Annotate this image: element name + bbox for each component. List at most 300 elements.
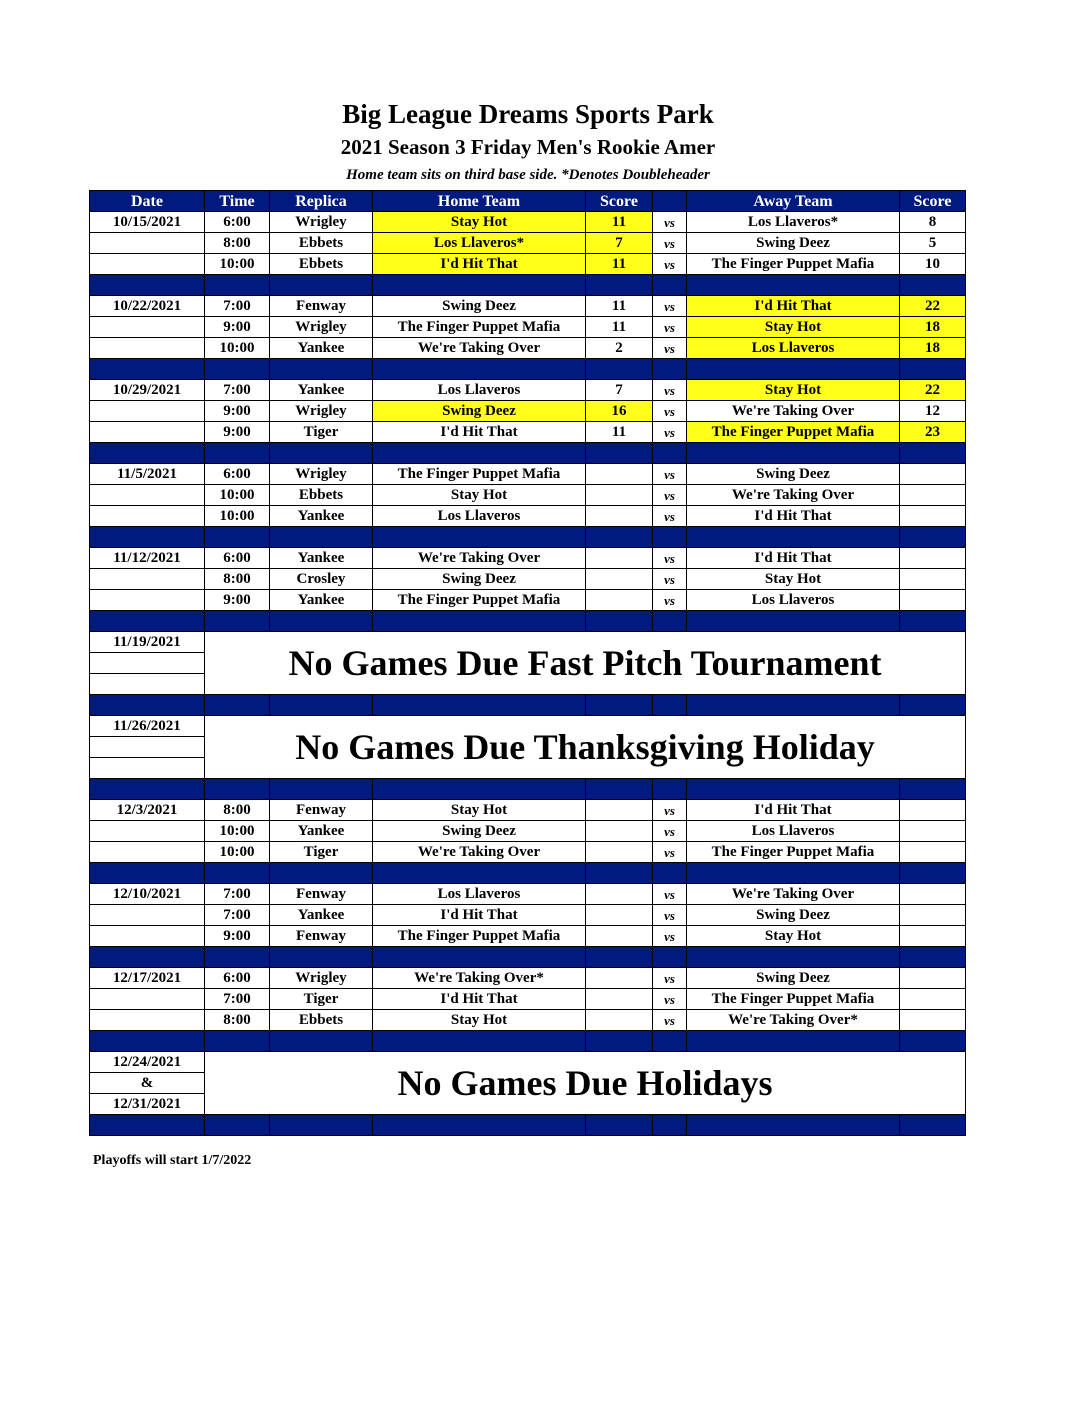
separator-cell bbox=[653, 359, 687, 380]
separator-cell bbox=[653, 527, 687, 548]
game-date bbox=[90, 653, 205, 674]
page-subtitle: 2021 Season 3 Friday Men's Rookie Amer bbox=[340, 135, 716, 159]
home-score bbox=[586, 905, 653, 926]
game-field: Fenway bbox=[270, 800, 373, 821]
away-team: Swing Deez bbox=[687, 968, 900, 989]
home-team: Swing Deez bbox=[373, 821, 586, 842]
separator-cell bbox=[653, 1031, 687, 1052]
game-row bbox=[90, 485, 966, 506]
header-vs bbox=[653, 191, 687, 212]
header-date: Date bbox=[90, 191, 205, 212]
game-date bbox=[90, 821, 205, 842]
separator-cell bbox=[90, 275, 205, 296]
home-team: The Finger Puppet Mafia bbox=[373, 590, 586, 611]
game-field: Fenway bbox=[270, 884, 373, 905]
separator-cell bbox=[586, 443, 653, 464]
separator-row bbox=[90, 527, 966, 548]
separator-cell bbox=[205, 359, 270, 380]
schedule-note: Home team sits on third base side. *Denotes Doubleheader bbox=[346, 167, 710, 183]
separator-row bbox=[90, 779, 966, 800]
game-date bbox=[90, 842, 205, 863]
away-score bbox=[900, 800, 966, 821]
vs-label: vs bbox=[653, 590, 687, 611]
home-score bbox=[586, 842, 653, 863]
game-row bbox=[90, 422, 966, 443]
separator-cell bbox=[586, 1031, 653, 1052]
game-time: 10:00 bbox=[205, 254, 270, 275]
separator-cell bbox=[687, 275, 900, 296]
separator-cell bbox=[687, 443, 900, 464]
separator-cell bbox=[90, 695, 205, 716]
no-games-row bbox=[90, 632, 966, 653]
game-date: 11/19/2021 bbox=[90, 632, 205, 653]
separator-cell bbox=[373, 275, 586, 296]
home-team: Stay Hot bbox=[373, 800, 586, 821]
separator-cell bbox=[653, 863, 687, 884]
home-score bbox=[586, 884, 653, 905]
game-time: 8:00 bbox=[205, 1010, 270, 1031]
game-date bbox=[90, 1010, 205, 1031]
away-score bbox=[900, 548, 966, 569]
home-score bbox=[586, 590, 653, 611]
away-score bbox=[900, 506, 966, 527]
separator-cell bbox=[205, 443, 270, 464]
separator-cell bbox=[90, 947, 205, 968]
vs-label: vs bbox=[653, 821, 687, 842]
separator-row bbox=[90, 611, 966, 632]
game-field: Wrigley bbox=[270, 317, 373, 338]
home-team: We're Taking Over bbox=[373, 338, 586, 359]
separator-cell bbox=[90, 863, 205, 884]
away-team: We're Taking Over bbox=[687, 884, 900, 905]
game-row bbox=[90, 401, 966, 422]
home-score bbox=[586, 506, 653, 527]
home-score: 11 bbox=[586, 422, 653, 443]
separator-cell bbox=[270, 1031, 373, 1052]
away-team: I'd Hit That bbox=[687, 506, 900, 527]
away-score: 22 bbox=[900, 296, 966, 317]
header-time: Time bbox=[205, 191, 270, 212]
game-row bbox=[90, 1010, 966, 1031]
game-date bbox=[90, 905, 205, 926]
separator-cell bbox=[653, 695, 687, 716]
separator-cell bbox=[586, 611, 653, 632]
home-team: We're Taking Over bbox=[373, 548, 586, 569]
game-date bbox=[90, 674, 205, 695]
game-date bbox=[90, 989, 205, 1010]
away-team: Los Llaveros* bbox=[687, 212, 900, 233]
no-games-message: No Games Due Thanksgiving Holiday bbox=[205, 716, 966, 779]
game-field: Yankee bbox=[270, 821, 373, 842]
vs-label: vs bbox=[653, 233, 687, 254]
game-row bbox=[90, 821, 966, 842]
home-team: Swing Deez bbox=[373, 569, 586, 590]
separator-cell bbox=[586, 779, 653, 800]
away-score bbox=[900, 842, 966, 863]
game-date: 12/31/2021 bbox=[90, 1094, 205, 1115]
separator-cell bbox=[586, 275, 653, 296]
separator-cell bbox=[653, 947, 687, 968]
game-row bbox=[90, 800, 966, 821]
away-score: 22 bbox=[900, 380, 966, 401]
vs-label: vs bbox=[653, 905, 687, 926]
away-score bbox=[900, 926, 966, 947]
away-team: Los Llaveros bbox=[687, 821, 900, 842]
game-time: 9:00 bbox=[205, 926, 270, 947]
home-team: Stay Hot bbox=[373, 485, 586, 506]
game-time: 7:00 bbox=[205, 905, 270, 926]
separator-cell bbox=[270, 275, 373, 296]
separator-cell bbox=[687, 1031, 900, 1052]
game-field: Wrigley bbox=[270, 464, 373, 485]
game-time: 8:00 bbox=[205, 800, 270, 821]
away-team: The Finger Puppet Mafia bbox=[687, 422, 900, 443]
separator-cell bbox=[373, 1115, 586, 1136]
separator-cell bbox=[900, 947, 966, 968]
game-field: Ebbets bbox=[270, 485, 373, 506]
separator-cell bbox=[205, 863, 270, 884]
game-row bbox=[90, 254, 966, 275]
game-time: 9:00 bbox=[205, 317, 270, 338]
home-score: 11 bbox=[586, 212, 653, 233]
separator-row bbox=[90, 275, 966, 296]
away-team: We're Taking Over* bbox=[687, 1010, 900, 1031]
game-row bbox=[90, 464, 966, 485]
away-team: Los Llaveros bbox=[687, 338, 900, 359]
home-team: The Finger Puppet Mafia bbox=[373, 926, 586, 947]
home-team: Swing Deez bbox=[373, 401, 586, 422]
game-time: 9:00 bbox=[205, 422, 270, 443]
separator-cell bbox=[90, 443, 205, 464]
home-score: 2 bbox=[586, 338, 653, 359]
home-team: The Finger Puppet Mafia bbox=[373, 317, 586, 338]
game-row bbox=[90, 590, 966, 611]
home-team: I'd Hit That bbox=[373, 254, 586, 275]
separator-cell bbox=[687, 359, 900, 380]
game-row bbox=[90, 506, 966, 527]
separator-cell bbox=[373, 359, 586, 380]
home-team: Los Llaveros bbox=[373, 884, 586, 905]
away-score: 5 bbox=[900, 233, 966, 254]
separator-cell bbox=[586, 695, 653, 716]
game-time: 10:00 bbox=[205, 821, 270, 842]
separator-cell bbox=[205, 695, 270, 716]
separator-cell bbox=[653, 611, 687, 632]
game-date: 10/15/2021 bbox=[90, 212, 205, 233]
vs-label: vs bbox=[653, 296, 687, 317]
game-date: & bbox=[90, 1073, 205, 1094]
separator-row bbox=[90, 1115, 966, 1136]
vs-label: vs bbox=[653, 317, 687, 338]
header-home-team: Home Team bbox=[373, 191, 586, 212]
separator-cell bbox=[90, 1115, 205, 1136]
away-team: Stay Hot bbox=[687, 569, 900, 590]
separator-cell bbox=[205, 1115, 270, 1136]
game-time: 10:00 bbox=[205, 842, 270, 863]
game-date bbox=[90, 569, 205, 590]
vs-label: vs bbox=[653, 989, 687, 1010]
vs-label: vs bbox=[653, 800, 687, 821]
separator-cell bbox=[90, 527, 205, 548]
game-date: 11/26/2021 bbox=[90, 716, 205, 737]
home-team: Stay Hot bbox=[373, 212, 586, 233]
home-score: 11 bbox=[586, 296, 653, 317]
game-row bbox=[90, 884, 966, 905]
separator-cell bbox=[270, 359, 373, 380]
home-score bbox=[586, 821, 653, 842]
game-field: Tiger bbox=[270, 842, 373, 863]
separator-cell bbox=[90, 1031, 205, 1052]
game-field: Yankee bbox=[270, 590, 373, 611]
game-time: 7:00 bbox=[205, 380, 270, 401]
game-time: 8:00 bbox=[205, 569, 270, 590]
game-date: 10/22/2021 bbox=[90, 296, 205, 317]
home-score bbox=[586, 485, 653, 506]
separator-cell bbox=[653, 275, 687, 296]
home-team: Stay Hot bbox=[373, 1010, 586, 1031]
away-team: Swing Deez bbox=[687, 905, 900, 926]
game-date: 10/29/2021 bbox=[90, 380, 205, 401]
away-team: We're Taking Over bbox=[687, 401, 900, 422]
home-team: I'd Hit That bbox=[373, 905, 586, 926]
game-time: 9:00 bbox=[205, 590, 270, 611]
game-time: 7:00 bbox=[205, 989, 270, 1010]
separator-cell bbox=[687, 1115, 900, 1136]
away-score: 18 bbox=[900, 317, 966, 338]
separator-cell bbox=[586, 359, 653, 380]
separator-row bbox=[90, 359, 966, 380]
separator-row bbox=[90, 443, 966, 464]
away-team: Stay Hot bbox=[687, 317, 900, 338]
separator-cell bbox=[205, 611, 270, 632]
game-date: 12/10/2021 bbox=[90, 884, 205, 905]
separator-row bbox=[90, 695, 966, 716]
vs-label: vs bbox=[653, 842, 687, 863]
separator-cell bbox=[373, 527, 586, 548]
game-time: 9:00 bbox=[205, 401, 270, 422]
page-title: Big League Dreams Sports Park bbox=[342, 99, 714, 129]
game-time: 7:00 bbox=[205, 884, 270, 905]
home-score: 11 bbox=[586, 254, 653, 275]
separator-cell bbox=[90, 359, 205, 380]
separator-cell bbox=[653, 779, 687, 800]
separator-cell bbox=[900, 443, 966, 464]
vs-label: vs bbox=[653, 548, 687, 569]
separator-cell bbox=[373, 695, 586, 716]
away-team: We're Taking Over bbox=[687, 485, 900, 506]
vs-label: vs bbox=[653, 968, 687, 989]
separator-cell bbox=[205, 527, 270, 548]
game-row bbox=[90, 317, 966, 338]
home-team: We're Taking Over* bbox=[373, 968, 586, 989]
separator-cell bbox=[687, 611, 900, 632]
away-score: 10 bbox=[900, 254, 966, 275]
game-field: Yankee bbox=[270, 905, 373, 926]
separator-cell bbox=[270, 863, 373, 884]
away-team: The Finger Puppet Mafia bbox=[687, 842, 900, 863]
away-score bbox=[900, 569, 966, 590]
away-score: 18 bbox=[900, 338, 966, 359]
separator-row bbox=[90, 863, 966, 884]
game-row bbox=[90, 989, 966, 1010]
game-date: 12/24/2021 bbox=[90, 1052, 205, 1073]
vs-label: vs bbox=[653, 254, 687, 275]
separator-row bbox=[90, 947, 966, 968]
no-games-row bbox=[90, 1052, 966, 1073]
schedule-table bbox=[89, 190, 966, 1136]
vs-label: vs bbox=[653, 569, 687, 590]
header-field: Replica bbox=[270, 191, 373, 212]
separator-cell bbox=[586, 863, 653, 884]
away-score bbox=[900, 485, 966, 506]
game-field: Yankee bbox=[270, 548, 373, 569]
game-time: 10:00 bbox=[205, 338, 270, 359]
separator-cell bbox=[270, 443, 373, 464]
game-date bbox=[90, 590, 205, 611]
separator-cell bbox=[90, 611, 205, 632]
separator-cell bbox=[373, 779, 586, 800]
game-row bbox=[90, 338, 966, 359]
home-score bbox=[586, 464, 653, 485]
vs-label: vs bbox=[653, 884, 687, 905]
header-away-score: Score bbox=[900, 191, 966, 212]
game-date bbox=[90, 422, 205, 443]
game-field: Crosley bbox=[270, 569, 373, 590]
separator-cell bbox=[90, 779, 205, 800]
vs-label: vs bbox=[653, 212, 687, 233]
game-row bbox=[90, 842, 966, 863]
separator-cell bbox=[205, 779, 270, 800]
game-field: Ebbets bbox=[270, 254, 373, 275]
vs-label: vs bbox=[653, 422, 687, 443]
header-away-team: Away Team bbox=[687, 191, 900, 212]
game-row bbox=[90, 905, 966, 926]
separator-cell bbox=[373, 443, 586, 464]
away-team: Stay Hot bbox=[687, 926, 900, 947]
separator-cell bbox=[270, 527, 373, 548]
away-score bbox=[900, 989, 966, 1010]
vs-label: vs bbox=[653, 380, 687, 401]
separator-cell bbox=[586, 527, 653, 548]
separator-cell bbox=[653, 443, 687, 464]
separator-cell bbox=[687, 695, 900, 716]
away-team: The Finger Puppet Mafia bbox=[687, 254, 900, 275]
separator-cell bbox=[205, 947, 270, 968]
away-score bbox=[900, 590, 966, 611]
away-score bbox=[900, 821, 966, 842]
no-games-row bbox=[90, 716, 966, 737]
separator-cell bbox=[373, 1031, 586, 1052]
vs-label: vs bbox=[653, 926, 687, 947]
home-score: 7 bbox=[586, 233, 653, 254]
game-field: Yankee bbox=[270, 338, 373, 359]
away-score bbox=[900, 884, 966, 905]
home-score: 16 bbox=[586, 401, 653, 422]
game-row bbox=[90, 380, 966, 401]
game-row bbox=[90, 233, 966, 254]
playoffs-note: Playoffs will start 1/7/2022 bbox=[93, 1153, 252, 1168]
away-score bbox=[900, 968, 966, 989]
away-team: Stay Hot bbox=[687, 380, 900, 401]
separator-cell bbox=[270, 1115, 373, 1136]
home-score bbox=[586, 926, 653, 947]
no-games-message: No Games Due Fast Pitch Tournament bbox=[205, 632, 966, 695]
separator-cell bbox=[373, 947, 586, 968]
game-date bbox=[90, 506, 205, 527]
separator-cell bbox=[270, 695, 373, 716]
game-field: Ebbets bbox=[270, 1010, 373, 1031]
separator-cell bbox=[586, 1115, 653, 1136]
away-team: I'd Hit That bbox=[687, 296, 900, 317]
separator-cell bbox=[653, 1115, 687, 1136]
game-time: 10:00 bbox=[205, 506, 270, 527]
game-date bbox=[90, 233, 205, 254]
game-date bbox=[90, 254, 205, 275]
game-field: Yankee bbox=[270, 380, 373, 401]
vs-label: vs bbox=[653, 506, 687, 527]
away-score: 12 bbox=[900, 401, 966, 422]
game-time: 6:00 bbox=[205, 464, 270, 485]
game-field: Wrigley bbox=[270, 212, 373, 233]
game-date bbox=[90, 758, 205, 779]
vs-label: vs bbox=[653, 401, 687, 422]
game-date: 11/12/2021 bbox=[90, 548, 205, 569]
game-date bbox=[90, 737, 205, 758]
game-date bbox=[90, 926, 205, 947]
game-field: Wrigley bbox=[270, 401, 373, 422]
home-team: We're Taking Over bbox=[373, 842, 586, 863]
home-team: The Finger Puppet Mafia bbox=[373, 464, 586, 485]
game-row bbox=[90, 548, 966, 569]
no-games-message: No Games Due Holidays bbox=[205, 1052, 966, 1115]
away-team: The Finger Puppet Mafia bbox=[687, 989, 900, 1010]
separator-cell bbox=[270, 779, 373, 800]
home-score bbox=[586, 968, 653, 989]
separator-cell bbox=[373, 611, 586, 632]
separator-cell bbox=[900, 1115, 966, 1136]
home-team: I'd Hit That bbox=[373, 422, 586, 443]
vs-label: vs bbox=[653, 1010, 687, 1031]
separator-cell bbox=[900, 695, 966, 716]
separator-cell bbox=[900, 359, 966, 380]
away-score: 23 bbox=[900, 422, 966, 443]
vs-label: vs bbox=[653, 485, 687, 506]
game-date: 12/3/2021 bbox=[90, 800, 205, 821]
separator-cell bbox=[270, 947, 373, 968]
game-time: 6:00 bbox=[205, 968, 270, 989]
header-home-score: Score bbox=[586, 191, 653, 212]
home-score: 11 bbox=[586, 317, 653, 338]
home-score bbox=[586, 800, 653, 821]
game-row bbox=[90, 926, 966, 947]
game-time: 6:00 bbox=[205, 212, 270, 233]
header-row bbox=[90, 191, 966, 212]
game-time: 10:00 bbox=[205, 485, 270, 506]
separator-cell bbox=[900, 779, 966, 800]
vs-label: vs bbox=[653, 338, 687, 359]
home-team: Los Llaveros bbox=[373, 380, 586, 401]
game-date bbox=[90, 485, 205, 506]
game-row bbox=[90, 968, 966, 989]
vs-label: vs bbox=[653, 464, 687, 485]
game-time: 8:00 bbox=[205, 233, 270, 254]
away-score: 8 bbox=[900, 212, 966, 233]
separator-cell bbox=[687, 947, 900, 968]
game-row bbox=[90, 569, 966, 590]
separator-cell bbox=[900, 275, 966, 296]
away-team: I'd Hit That bbox=[687, 800, 900, 821]
game-field: Ebbets bbox=[270, 233, 373, 254]
